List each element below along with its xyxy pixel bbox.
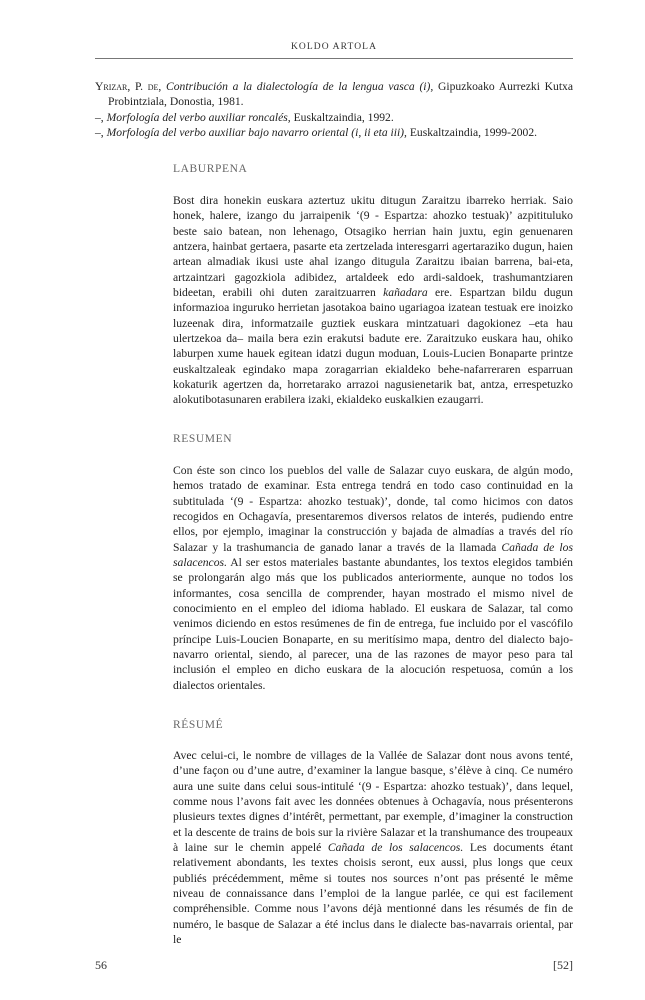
resumen-text-start: Con éste son cinco los pueblos del valle de Salazar cuyo euskara, de algún modo, hemos tratado de examinar. Esta entrega tendrá en todo caso continuidad en la subtitulada ‘(9 - Espartza: ahozko testuak)’, donde, tal como hicimos con datos recogidos en Ochagavía, presentaremos diversos relatos de interés, pudiendo entre ellos, por ejemplo, imaginar la construcción y bajada de almadías a través del río Salazar y la trashumancia de ganado lanar a través de la llamada — [173, 464, 573, 554]
resumen-heading: RESUMEN — [173, 433, 233, 445]
laburpena-text-end: ere. Espartzan bildu dugun informazioa inguruko herrietan jasotakoa baino ugariagoa izatean testuak ere inoizko luzeenak dira, informatzaile guztiek euskara mintzatuari dagokionez –eta hau ulertzekoa da– maila bera ezin erakutsi badute ere. Zaraitzuko euskara hau, ohiko laburpen xume hauek egitean idatzi dugun moduan, Louis-Lucien Bonaparte printze euskaltzaleak egindako mapa zoragarrian ekialdeko behe-nafarreraren esparruan kokaturik agertzen da, horretarako arrazoi nagusienetarik bat, antza, errespetuzko alokutibotasunaren erabilera izaki, ekialdeko euskalkien ezaugarri. — [173, 286, 573, 407]
bracket-page-number: [52] — [553, 958, 573, 972]
resume-text-end: Les documents étant relativement abondants, les textes choisis seront, eux aussi, plus longs que ceux publiés précédemment, même si toutes nos sources n’ont pas présenté le même niveau de connaissance dans l’emploi de la langue parlée, ce qui est facilement compréhensible. Comme nous l’avons déjà mentionné dans les résumés de fin de numéro, le basque de Salazar a été inclus dans le dialecte bas-navarrais oriental, par le — [173, 841, 574, 947]
reference-item — [95, 125, 573, 140]
resume-heading: RÉSUMÉ — [173, 719, 224, 731]
reference-item — [95, 79, 573, 110]
reference-title: Contribución a la dialectología de la lengua vasca (i), — [166, 80, 434, 93]
resumen-italic-term: Cañada de los salacencos. — [173, 540, 573, 570]
resumen-text-end: Al ser estos materiales bastante abundantes, los textos elegidos también se prolongarán algo más que los publicados anteriormente, aunque no todos los informantes, cosa sencilla de comprender, hayan mostrado el mismo nivel de conocimiento en el empleo del idioma hablado. El euskara de Salazar, tal como venimos diciendo en estos resúmenes de fin de entrega, fue incluido por el vascófilo príncipe Luis-Loucien Bonaparte, en su meritísimo mapa, dentro del dialecto bajo-navarro oriental, siendo, al parecer, una de las razones de mayor peso para tal inclusión el empleo en dicho euskara de la alocución respetuosa, común a los dialectos orientales. — [173, 556, 573, 692]
references-list — [95, 79, 573, 141]
reference-details: Euskaltzaindia, 1999-2002. — [406, 126, 538, 140]
resume-paragraph — [173, 748, 573, 947]
reference-details: Gipuzkoako Aurrezki Kutxa Probintziala, Donostia, 1981. — [108, 80, 573, 109]
reference-item — [95, 110, 573, 125]
resume-italic-term: Cañada de los salacencos. — [327, 841, 464, 855]
reference-title: Morfología del verbo auxiliar roncalés, — [106, 110, 291, 124]
resume-text-start: Avec celui-ci, le nombre de villages de la Vallée de Salazar dont nous avons tenté, d’une façon ou d’une autre, d’examiner la langue basque, s’élève à cinq. Ce numéro aura une suite dans celui sous-intitulé ‘(9 - Espartza: ahozko testuak)’, dans lequel, comme nous l’avons fait avec les données obtenues à Ochagavía, nous présenterons plusieurs textes dignes d’intérêt, permettant, par exemple, d’imaginer la construction et la descente de trains de bois sur la rivière Salazar et la transhumance des troupeaux à laine sur le chemin appelé — [173, 749, 573, 855]
resumen-paragraph — [173, 463, 573, 693]
reference-title: Morfología del verbo auxiliar bajo navarro oriental (i, ii eta iii), — [106, 126, 407, 140]
laburpena-italic-term: kañadara — [383, 286, 428, 300]
laburpena-heading: LABURPENA — [173, 163, 248, 175]
reference-author: –, — [95, 126, 104, 140]
reference-details: Euskaltzaindia, 1992. — [290, 110, 394, 124]
reference-author: Yrizar, P. de, — [95, 80, 162, 93]
running-head: KOLDO ARTOLA — [290, 42, 378, 52]
reference-author: –, — [95, 110, 104, 124]
page-number: 56 — [95, 958, 107, 972]
header-rule — [95, 58, 573, 59]
laburpena-paragraph — [173, 193, 573, 408]
laburpena-text-start: Bost dira honekin euskara aztertuz ukitu ditugun Zaraitzu ibarreko herriak. Saio honek, halere, izango du jarraipenik ‘(9 - Espartza: ahozko testuak)’ azpitituluko beste saio batean, non lehenago, Otsagiko herrian hain juxtu, egin genuenaren antzera, hainbat gertaera, pasarte eta zertzelada interesgarri agertaraziko dugun, haien artean almadiak ikusi uste ahal izango ditugula Zaraitzu ibaian barrena, bai-eta, artzaintzari gagozkiola adibidez, artaldeek edo ardi-saldoek, trashumantziaren bideetan, erabili ohi duten zaraitzuarren — [173, 194, 573, 300]
